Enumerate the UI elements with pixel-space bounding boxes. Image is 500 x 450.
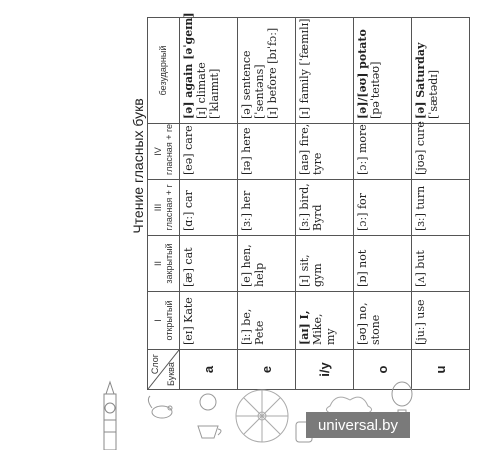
cell-c5 [412, 18, 470, 124]
hot-air-balloon-icon [392, 382, 412, 416]
cell-line: Pete [253, 320, 267, 345]
cell-line: [ˈsentəns] [253, 64, 267, 119]
cell-line: [ə] again [əˈgeɪn] [182, 12, 195, 119]
cell-c2 [238, 236, 296, 292]
col-header-vowel-r: III гласная + r [148, 180, 180, 236]
cell-line: [ɜː] bird, [298, 183, 311, 231]
cell-line: [ɒ] not [356, 249, 369, 287]
cell-line: [juː] use [414, 299, 427, 345]
cell-c2 [296, 236, 354, 292]
watermark: universal.by [306, 412, 410, 438]
cell-c4 [354, 124, 412, 180]
teacup-icon [198, 394, 221, 438]
cell-c5 [180, 12, 238, 124]
cell-line: [ə] sentence [240, 50, 253, 119]
cell-line: tyre [311, 152, 325, 175]
cell-c3 [296, 180, 354, 236]
cell-c5 [354, 18, 412, 124]
cell-line: help [253, 262, 267, 287]
cell-c2 [180, 236, 238, 292]
cell-line: [aɪ] I, [298, 310, 311, 345]
cell-line: Byrd [311, 204, 325, 231]
cell-line: [ɪ] climate [195, 62, 209, 119]
cell-line: [jʊə] cure [414, 121, 427, 175]
cell-line: [æ] cat [182, 247, 195, 287]
table-header-row [148, 18, 180, 390]
letter-cell: u [412, 350, 470, 390]
ferris-wheel-icon [236, 390, 288, 442]
cell-c5 [238, 18, 296, 124]
cell-line: [ɔː] for [356, 193, 369, 231]
cell-line: [ɪ] before [bɪˈfɔː] [266, 27, 280, 119]
cell-c3 [180, 180, 238, 236]
col-header-vowel-re: IV гласная + re [148, 124, 180, 180]
cell-c2 [354, 236, 412, 292]
cell-line: [ɪ] family [ˈfæmɪlɪ] [298, 18, 311, 119]
cell-line: [eə] care [182, 125, 195, 175]
table-row-letter-i-y [296, 18, 354, 390]
cell-line: [ɑː] car [182, 190, 195, 231]
corner-syllable-label: Слог [150, 354, 160, 375]
table-row-letter-o [354, 18, 412, 390]
cell-line: [ɜː] turn [414, 185, 427, 231]
decorative-doodles [0, 380, 500, 450]
cell-line: [ɪə] here [240, 127, 253, 175]
cell-c1 [180, 292, 238, 350]
letter-cell: o [354, 350, 412, 390]
letter-cell: i/y [296, 350, 354, 390]
cell-line: [pəˈteɪtəʊ] [369, 61, 383, 119]
cell-line: [ɜː] her [240, 190, 253, 231]
corner-letter-label: Буква [166, 362, 177, 386]
cell-c4 [238, 124, 296, 180]
bird-icon [148, 396, 172, 418]
cell-line: [ɔː] more [356, 124, 369, 175]
cell-c1 [412, 292, 470, 350]
cell-line: [ˈklaɪmɪt] [208, 68, 222, 119]
table-row-letter-a [180, 18, 238, 390]
cell-line: [ə] Saturday [414, 42, 427, 119]
cell-line: my [324, 328, 338, 345]
cell-c1 [354, 292, 412, 350]
cell-c2 [412, 236, 470, 292]
letter-cell: e [238, 350, 296, 390]
cell-c3 [412, 180, 470, 236]
cell-c3 [354, 180, 412, 236]
big-ben-icon [104, 382, 116, 450]
cell-line: [əʊ] no, [356, 302, 369, 345]
vowel-reading-table [147, 12, 469, 390]
cell-line: gym [311, 263, 325, 287]
page-title-text: Чтение гласных букв [130, 98, 146, 234]
col-header-closed: II закрытый [148, 236, 180, 292]
cell-line: [ˈsætədɪ] [427, 69, 441, 119]
cell-c3 [238, 180, 296, 236]
cell-c1 [238, 292, 296, 350]
cell-line: [eɪ] Kate [182, 297, 195, 345]
letter-cell: a [180, 350, 238, 390]
table-row-letter-u [412, 18, 470, 390]
cell-line: [ɪ] sit, [298, 254, 311, 287]
cell-c4 [180, 124, 238, 180]
col-header-open: I открытый [148, 292, 180, 350]
vowel-table [147, 12, 470, 390]
cell-c4 [412, 121, 470, 180]
cell-line: [e] hen, [240, 244, 253, 287]
cell-c4 [296, 124, 354, 180]
cell-line: stone [369, 314, 383, 345]
cell-line: [aɪə] fire, [298, 123, 311, 175]
cell-c1 [296, 292, 354, 350]
cell-line: Mike, [311, 313, 325, 345]
cell-c5 [296, 18, 354, 124]
table-row-letter-e [238, 18, 296, 390]
col-header-unstressed: безударный [148, 18, 180, 124]
cell-line: [ə]/[əʊ] potato [356, 29, 369, 119]
cell-line: [iː] be, [240, 308, 253, 345]
cell-line: [ʌ] but [414, 250, 427, 287]
